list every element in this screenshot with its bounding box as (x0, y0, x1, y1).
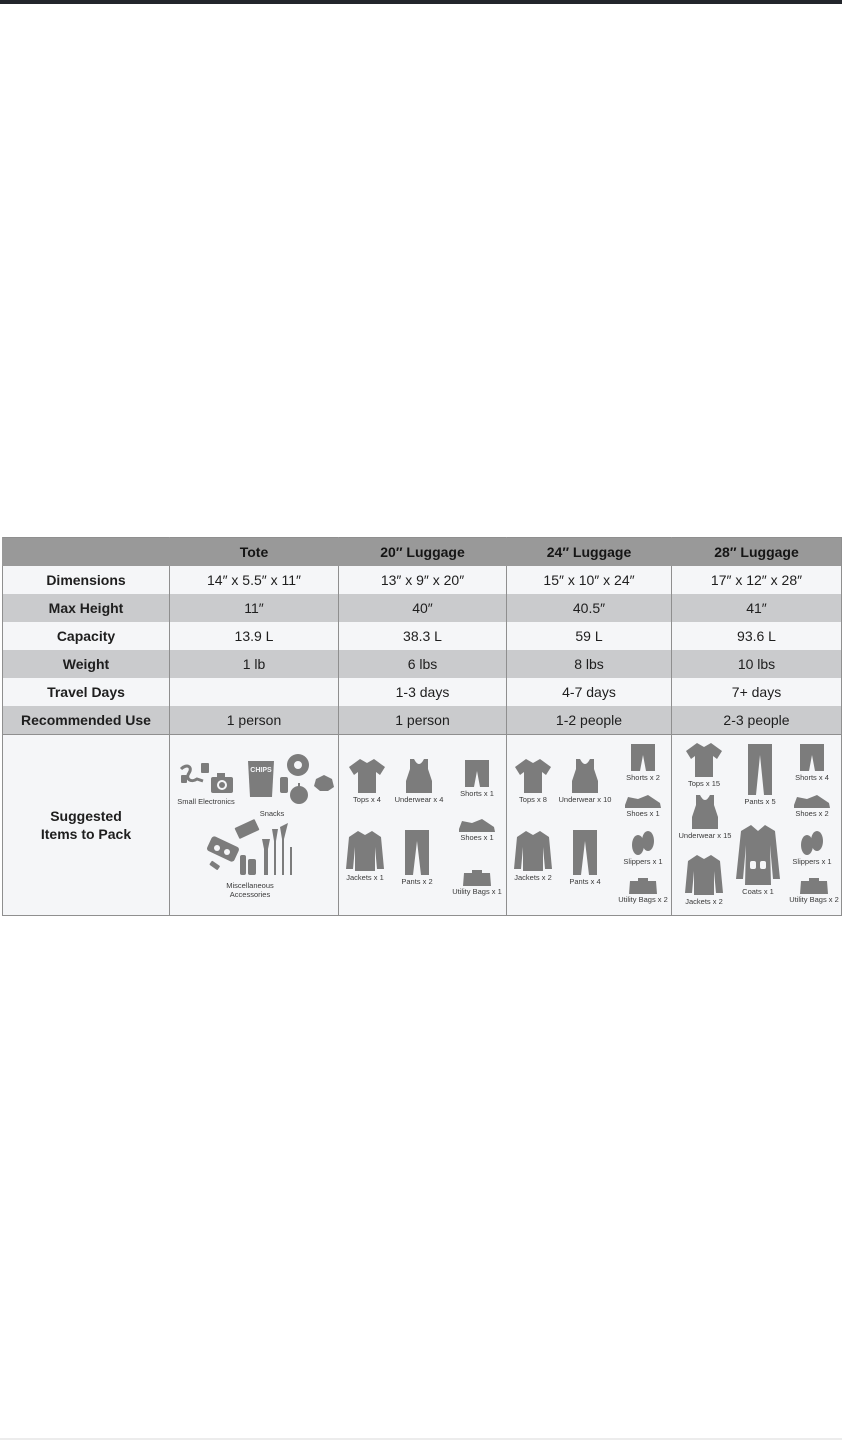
table-cell: 15″ x 10″ x 24″ (507, 566, 672, 594)
header-corner (3, 538, 170, 567)
row-label: Recommended Use (3, 706, 170, 735)
shoes-caption: Shoes x 1 (626, 809, 660, 818)
suggested-label-line1: Suggested (50, 808, 122, 824)
misc-accessories-caption-2: Accessories (229, 890, 271, 899)
utility-bags-caption: Utility Bags x 2 (618, 895, 668, 904)
jackets-item (682, 853, 726, 906)
pants-caption: Pants x 4 (569, 877, 601, 886)
table-cell: 38.3 L (339, 622, 507, 650)
pants-item (565, 829, 605, 886)
table-cell (170, 678, 339, 706)
slippers-icon (628, 829, 658, 857)
table-row-travel-days (3, 678, 842, 706)
table-row-dimensions (3, 566, 842, 594)
jacket-icon (513, 829, 553, 873)
tote-items-cell (170, 735, 339, 916)
small-electronics-item (176, 761, 236, 806)
table-cell: 14″ x 5.5″ x 11″ (170, 566, 339, 594)
table-row-suggested-items (3, 735, 842, 916)
shoes-item (453, 817, 501, 842)
table-cell: 40″ (339, 594, 507, 622)
tank-top-icon (690, 793, 720, 831)
shorts-item (455, 759, 499, 798)
sneaker-icon (624, 793, 662, 809)
utility-bags-caption: Utility Bags x 2 (789, 895, 839, 904)
tshirt-icon (685, 741, 723, 779)
table-cell: 13.9 L (170, 622, 339, 650)
shoes-item (788, 793, 836, 818)
utility-bag-icon (799, 877, 829, 895)
jackets-caption: Jackets x 2 (514, 873, 552, 882)
table-cell: 11″ (170, 594, 339, 622)
underwear-caption: Underwear x 10 (558, 795, 612, 804)
utility-bags-item (615, 877, 671, 904)
underwear-item (676, 793, 734, 840)
table-row-recommended-use (3, 706, 842, 735)
tshirt-icon (348, 757, 386, 795)
shorts-icon (799, 743, 825, 773)
slippers-caption: Slippers x 1 (792, 857, 832, 866)
shorts-icon (630, 743, 656, 773)
coats-caption: Coats x 1 (742, 887, 774, 896)
row-label: Capacity (3, 622, 170, 650)
slippers-icon (797, 829, 827, 857)
tops-item (345, 757, 389, 804)
shoes-caption: Shoes x 2 (795, 809, 829, 818)
jacket-icon (345, 829, 385, 873)
underwear-item (389, 757, 449, 804)
snacks-chips-item (244, 759, 278, 799)
pants-item (740, 743, 780, 806)
row-label: Weight (3, 650, 170, 678)
table-cell: 40.5″ (507, 594, 672, 622)
coats-item (734, 823, 782, 896)
jackets-caption: Jackets x 1 (346, 873, 384, 882)
table-header-row (3, 538, 842, 567)
header-28-luggage: 28″ Luggage (672, 538, 842, 567)
misc-accessories-item (200, 819, 300, 899)
lug20-items-cell (339, 735, 507, 916)
underwear-caption: Underwear x 15 (678, 831, 732, 840)
pants-icon (572, 829, 598, 877)
shoes-caption: Shoes x 1 (460, 833, 494, 842)
row-label: Dimensions (3, 566, 170, 594)
table-cell: 13″ x 9″ x 20″ (339, 566, 507, 594)
svg-text:CHIPS: CHIPS (250, 767, 272, 774)
row-label-suggested (3, 735, 170, 916)
lug24-items-cell (507, 735, 672, 916)
table-cell: 10 lbs (672, 650, 842, 678)
suggested-label-line2: Items to Pack (40, 826, 132, 842)
misc-accessories-caption-1: Miscellaneous (226, 881, 274, 890)
camera-icon (177, 761, 235, 797)
lug28-items-cell (672, 735, 842, 916)
row-label: Travel Days (3, 678, 170, 706)
slippers-caption: Slippers x 1 (623, 857, 663, 866)
slippers-item (788, 829, 836, 866)
luggage-comparison-table (2, 537, 842, 916)
jackets-caption: Jackets x 2 (685, 897, 723, 906)
table-cell: 93.6 L (672, 622, 842, 650)
small-electronics-caption: Small Electronics (177, 797, 235, 806)
table-cell: 1 lb (170, 650, 339, 678)
sneaker-icon (458, 817, 496, 833)
shoes-item (619, 793, 667, 818)
shorts-icon (464, 759, 490, 789)
jackets-item (511, 829, 555, 882)
shorts-item (621, 743, 665, 782)
table-cell: 4-7 days (507, 678, 672, 706)
underwear-item (555, 757, 615, 804)
table-cell: 1 person (170, 706, 339, 735)
table-cell: 1-2 people (507, 706, 672, 735)
shorts-caption: Shorts x 1 (460, 789, 494, 798)
table-cell: 17″ x 12″ x 28″ (672, 566, 842, 594)
tank-top-icon (570, 757, 600, 795)
pants-icon (404, 829, 430, 877)
utility-bags-item (449, 869, 505, 896)
table-cell: 7+ days (672, 678, 842, 706)
tops-item (513, 757, 553, 804)
pants-item (397, 829, 437, 886)
tops-caption: Tops x 4 (353, 795, 381, 804)
utility-bag-icon (462, 869, 492, 887)
utility-bags-caption: Utility Bags x 1 (452, 887, 502, 896)
pants-caption: Pants x 2 (401, 877, 433, 886)
slippers-item (619, 829, 667, 866)
table-cell: 2-3 people (672, 706, 842, 735)
table-cell: 1 person (339, 706, 507, 735)
tank-top-icon (404, 757, 434, 795)
row-label: Max Height (3, 594, 170, 622)
coat-icon (735, 823, 781, 887)
tops-caption: Tops x 15 (687, 779, 721, 788)
pants-icon (747, 743, 773, 797)
donut-icon (280, 753, 336, 809)
table-row-capacity (3, 622, 842, 650)
tops-caption: Tops x 8 (519, 795, 547, 804)
table-cell: 41″ (672, 594, 842, 622)
header-tote: Tote (170, 538, 339, 567)
utility-bag-icon (628, 877, 658, 895)
tops-item (684, 741, 724, 788)
top-bar (0, 0, 842, 4)
sneaker-icon (793, 793, 831, 809)
utility-bags-item (786, 877, 842, 904)
chips-bag-icon (246, 759, 276, 799)
table-cell: 59 L (507, 622, 672, 650)
tshirt-icon (514, 757, 552, 795)
pants-caption: Pants x 5 (744, 797, 776, 806)
table-cell: 8 lbs (507, 650, 672, 678)
jacket-icon (684, 853, 724, 897)
shorts-caption: Shorts x 2 (626, 773, 660, 782)
jackets-item (343, 829, 387, 882)
table-cell: 1-3 days (339, 678, 507, 706)
shorts-item (790, 743, 834, 782)
table-row-max-height (3, 594, 842, 622)
shorts-caption: Shorts x 4 (795, 773, 829, 782)
table-cell: 6 lbs (339, 650, 507, 678)
makeup-palette-icon (202, 819, 298, 881)
snacks-caption: Snacks (259, 809, 285, 818)
header-20-luggage: 20″ Luggage (339, 538, 507, 567)
underwear-caption: Underwear x 4 (394, 795, 444, 804)
header-24-luggage: 24″ Luggage (507, 538, 672, 567)
table-row-weight (3, 650, 842, 678)
